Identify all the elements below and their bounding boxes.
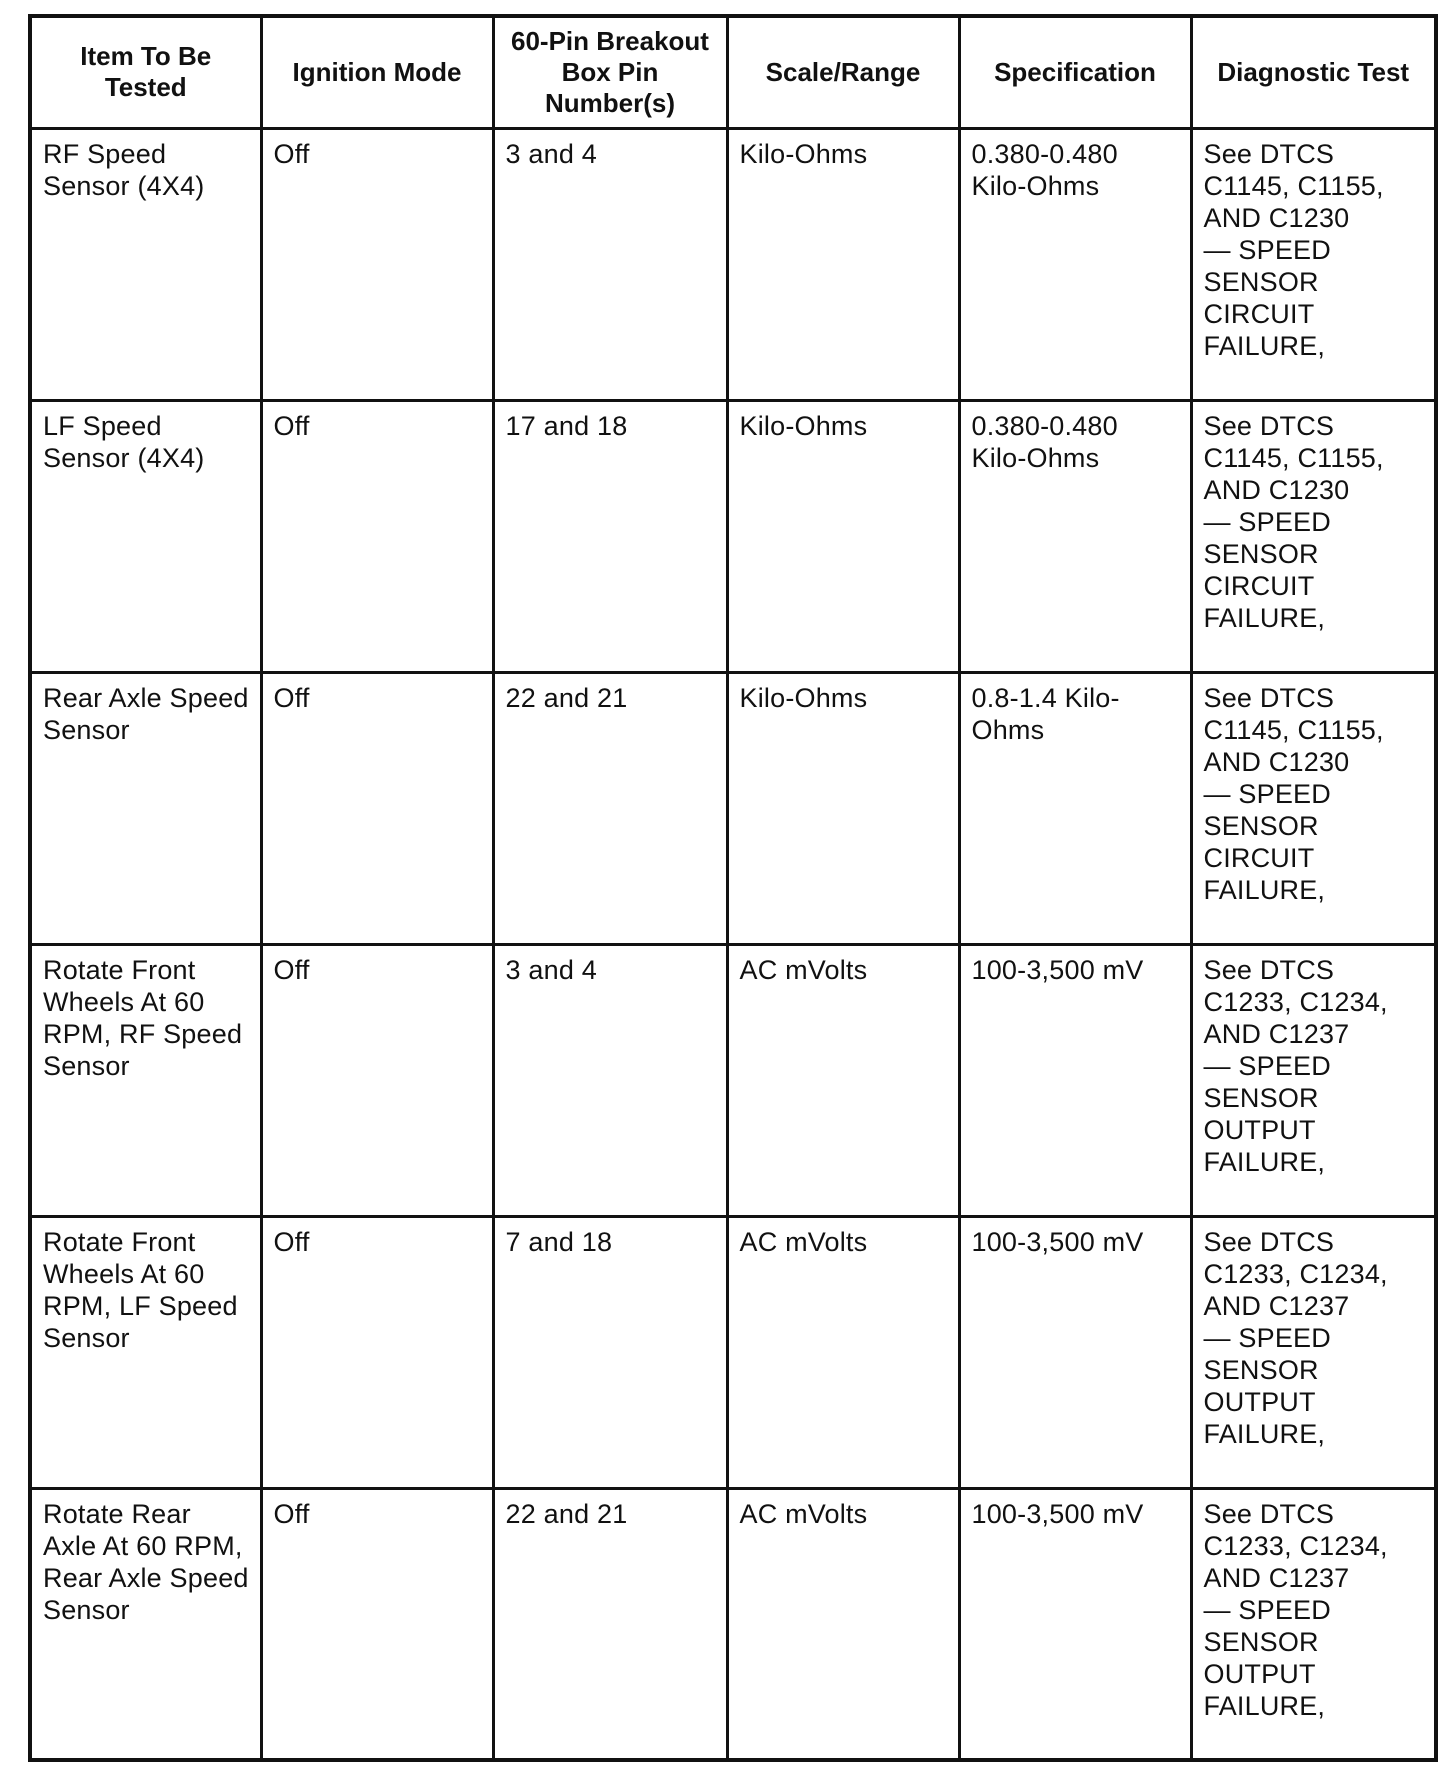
cell-diagnostic-test: See DTCS C1233, C1234, AND C1237 — SPEED SENSOR OUTPUT FAILURE, — [1191, 1216, 1436, 1488]
header-specification: Specification — [959, 16, 1191, 128]
cell-scale: Kilo-Ohms — [727, 400, 959, 672]
cell-pins: 3 and 4 — [493, 944, 727, 1216]
cell-diagnostic-test: See DTCS C1145, C1155, AND C1230 — SPEED SENSOR CIRCUIT FAILURE, — [1191, 672, 1436, 944]
cell-item: Rotate Front Wheels At 60 RPM, LF Speed Sensor — [30, 1216, 261, 1488]
cell-specification: 0.8-1.4 Kilo- Ohms — [959, 672, 1191, 944]
cell-diagnostic-test: See DTCS C1145, C1155, AND C1230 — SPEED SENSOR CIRCUIT FAILURE, — [1191, 128, 1436, 400]
cell-specification: 100-3,500 mV — [959, 1216, 1191, 1488]
cell-item: Rear Axle Speed Sensor — [30, 672, 261, 944]
cell-scale: AC mVolts — [727, 1216, 959, 1488]
cell-diagnostic-test: See DTCS C1145, C1155, AND C1230 — SPEED SENSOR CIRCUIT FAILURE, — [1191, 400, 1436, 672]
cell-scale: Kilo-Ohms — [727, 128, 959, 400]
table-row — [30, 1488, 1436, 1760]
cell-pins: 22 and 21 — [493, 672, 727, 944]
cell-ignition-mode: Off — [261, 944, 493, 1216]
cell-pins: 17 and 18 — [493, 400, 727, 672]
cell-specification: 100-3,500 mV — [959, 1488, 1191, 1760]
cell-ignition-mode: Off — [261, 400, 493, 672]
table-row — [30, 672, 1436, 944]
cell-ignition-mode: Off — [261, 128, 493, 400]
table-row — [30, 944, 1436, 1216]
cell-specification: 100-3,500 mV — [959, 944, 1191, 1216]
header-item: Item To Be Tested — [30, 16, 261, 128]
cell-ignition-mode: Off — [261, 672, 493, 944]
cell-diagnostic-test: See DTCS C1233, C1234, AND C1237 — SPEED SENSOR OUTPUT FAILURE, — [1191, 944, 1436, 1216]
cell-item: RF Speed Sensor (4X4) — [30, 128, 261, 400]
cell-pins: 22 and 21 — [493, 1488, 727, 1760]
table-row — [30, 1216, 1436, 1488]
header-pin-numbers: 60-Pin Breakout Box Pin Number(s) — [493, 16, 727, 128]
header-diagnostic-test: Diagnostic Test — [1191, 16, 1436, 128]
cell-specification: 0.380-0.480 Kilo-Ohms — [959, 128, 1191, 400]
cell-scale: Kilo-Ohms — [727, 672, 959, 944]
cell-item: Rotate Front Wheels At 60 RPM, RF Speed Sensor — [30, 944, 261, 1216]
cell-pins: 7 and 18 — [493, 1216, 727, 1488]
header-scale-range: Scale/Range — [727, 16, 959, 128]
cell-ignition-mode: Off — [261, 1488, 493, 1760]
spec-table-container — [28, 14, 1434, 1762]
header-ignition-mode: Ignition Mode — [261, 16, 493, 128]
cell-item: Rotate Rear Axle At 60 RPM, Rear Axle Speed Sensor — [30, 1488, 261, 1760]
cell-ignition-mode: Off — [261, 1216, 493, 1488]
cell-specification: 0.380-0.480 Kilo-Ohms — [959, 400, 1191, 672]
spec-table — [28, 14, 1438, 1762]
table-row — [30, 400, 1436, 672]
cell-diagnostic-test: See DTCS C1233, C1234, AND C1237 — SPEED SENSOR OUTPUT FAILURE, — [1191, 1488, 1436, 1760]
cell-scale: AC mVolts — [727, 1488, 959, 1760]
header-row — [30, 16, 1436, 128]
cell-scale: AC mVolts — [727, 944, 959, 1216]
table-row — [30, 128, 1436, 400]
cell-item: LF Speed Sensor (4X4) — [30, 400, 261, 672]
cell-pins: 3 and 4 — [493, 128, 727, 400]
